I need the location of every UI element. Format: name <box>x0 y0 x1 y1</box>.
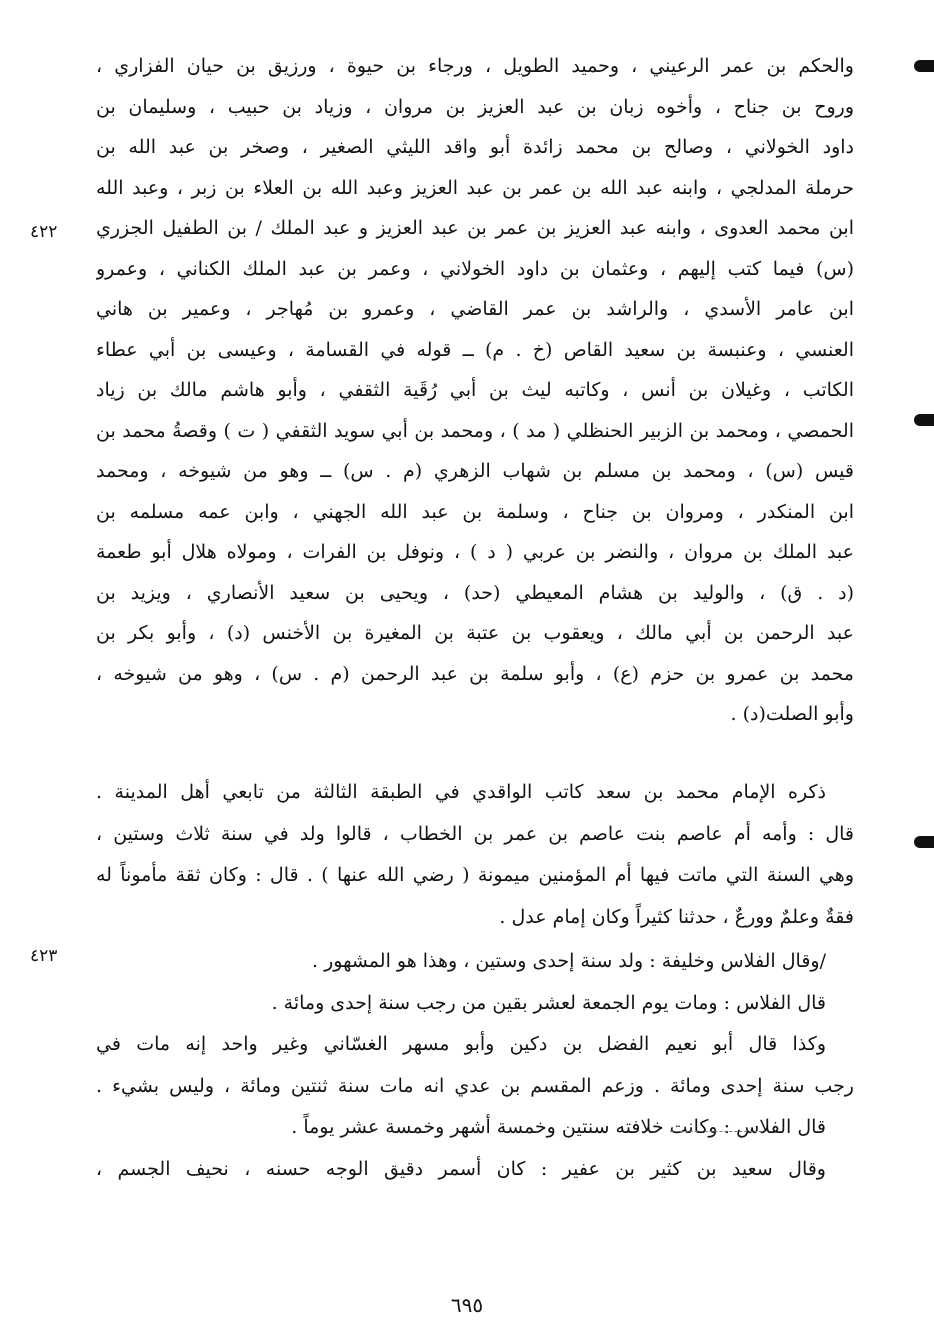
text-line: قيس (س) ، ومحمد بن مسلم بن شهاب الزهري (م . س) ــ وهو من شيوخه ، ومحمد <box>96 460 854 482</box>
margin-page-ref: ٤٢٢ <box>30 222 58 242</box>
text-line: وروح بن جناح ، وأخوه زبان بن عبد العزيز بن مروان ، وزياد بن حبيب ، وسليمان بن <box>96 95 854 118</box>
scan-edge-mark <box>914 836 934 848</box>
text-line: وأبو الصلت(د) . <box>730 703 854 725</box>
text-line: ابن عامر الأسدي ، والراشد بن عمر القاضي ، وعمرو بن مُهاجر ، وعمير بن هاني <box>96 298 854 320</box>
text-line: عبد الرحمن بن أبي مالك ، ويعقوب بن عتبة بن المغيرة بن الأخنس (د) ، وأبو بكر بن <box>96 622 854 644</box>
text-line: ذكره الإمام محمد بن سعد كاتب الواقدي في الطبقة الثالثة من تابعي أهل المدينة . <box>96 781 826 803</box>
text-line: رجب سنة إحدى ومائة . وزعم المقسم بن عدي انه مات سنة ثنتين ومائة ، وليس بشيء . <box>96 1074 854 1097</box>
text-line: داود الخولاني ، وصالح بن محمد زائدة أبو واقد الليثي الصغير ، وصخر بن عبد الله بن <box>96 136 854 158</box>
text-line: ابن محمد العدوى ، وابنه عبد العزيز بن عمر بن عبد العزيز و عبد الملك / بن الطفيل الجزري <box>96 217 854 239</box>
paragraph-narrators <box>96 46 854 735</box>
text-line: ابن المنكدر ، ومروان بن جناح ، وسلمة بن عبد الله الجهني ، وابن عمه مسلمه بن <box>96 500 854 523</box>
text-line: وهي السنة التي ماتت فيها أم المؤمنين ميمونة ( رضي الله عنها ) . قال : وكان ثقة مأموناً له <box>96 864 854 886</box>
text-line: (د . ق) ، والوليد بن هشام المعيطي (حد) ، ويحيى بن سعيد الأنصاري ، ويزيد بن <box>96 581 854 604</box>
text-line: الحمصي ، ومحمد بن الزبير الحنظلي ( مد ) ، ومحمد بن أبي سويد الثقفي ( ت ) وقصةُ محمد بن <box>96 419 854 442</box>
text-line: وقال سعيد بن كثير بن عفير : كان أسمر دقيق الوجه حسنه ، نحيف الجسم ، <box>96 1157 826 1180</box>
text-line: حرملة المدلجي ، وابنه عبد الله بن عمر بن عبد العزيز وعبد الله بن العلاء بن زبر ، وعبد الله <box>96 176 854 199</box>
margin-page-ref: ٤٢٣ <box>30 946 58 966</box>
text-line: محمد بن عمرو بن حزم (ع) ، وأبو سلمة بن عبد الرحمن (م . س) ، وهو من شيوخه ، <box>96 662 854 685</box>
text-line: فقةٌ وعلمٌ وورعٌ ، حدثنا كثيراً وكان إمام عدل . <box>499 905 854 928</box>
text-line: وكذا قال أبو نعيم الفضل بن دكين وأبو مسهر الغسّاني وغير واحد إنه مات في <box>96 1033 826 1055</box>
text-line: قال الفلاس : وكانت خلافته سنتين وخمسة أشهر وخمسة عشر يوماً . <box>291 1116 826 1138</box>
text-line: قال الفلاس : ومات يوم الجمعة لعشر بقين من رجب سنة إحدى ومائة . <box>271 991 826 1014</box>
text-line: العنسي ، وعنبسة بن سعيد القاص (خ . م) ــ قوله في القسامة ، وعيسى بن أبي عطاء <box>96 338 854 361</box>
text-line: الكاتب ، وغيلان بن أنس ، وكاتبه ليث بن أبي رُقَية الثقفي ، وأبو هاشم مالك بن زياد <box>96 379 854 401</box>
scan-edge-mark <box>914 414 934 426</box>
pencil-underline <box>670 1131 762 1132</box>
text-line: قال : وأمه أم عاصم بنت عاصم بن عمر بن الخطاب ، قالوا ولد في سنة ثلاث وستين ، <box>96 822 854 845</box>
text-line: والحكم بن عمر الرعيني ، وحميد الطويل ، ورجاء بن حيوة ، ورزيق بن حيان الفزاري ، <box>96 55 854 77</box>
text-line: (س) فيما كتب إليهم ، وعثمان بن داود الخولاني ، وعمر بن عبد الملك الكناني ، وعمرو <box>96 257 854 280</box>
text-line: عبد الملك بن مروان ، والنضر بن عربي ( د ) ، ونوفل بن الفرات ، ومولاه هلال أبو طعمة <box>96 541 854 563</box>
paragraph-death <box>96 941 854 1190</box>
paragraph-ibn-saad <box>96 772 854 938</box>
scan-edge-mark <box>914 60 934 72</box>
text-line: /وقال الفلاس وخليفة : ولد سنة إحدى وستين ، وهذا هو المشهور . <box>312 950 826 972</box>
page-number: ٦٩٥ <box>450 1293 484 1317</box>
